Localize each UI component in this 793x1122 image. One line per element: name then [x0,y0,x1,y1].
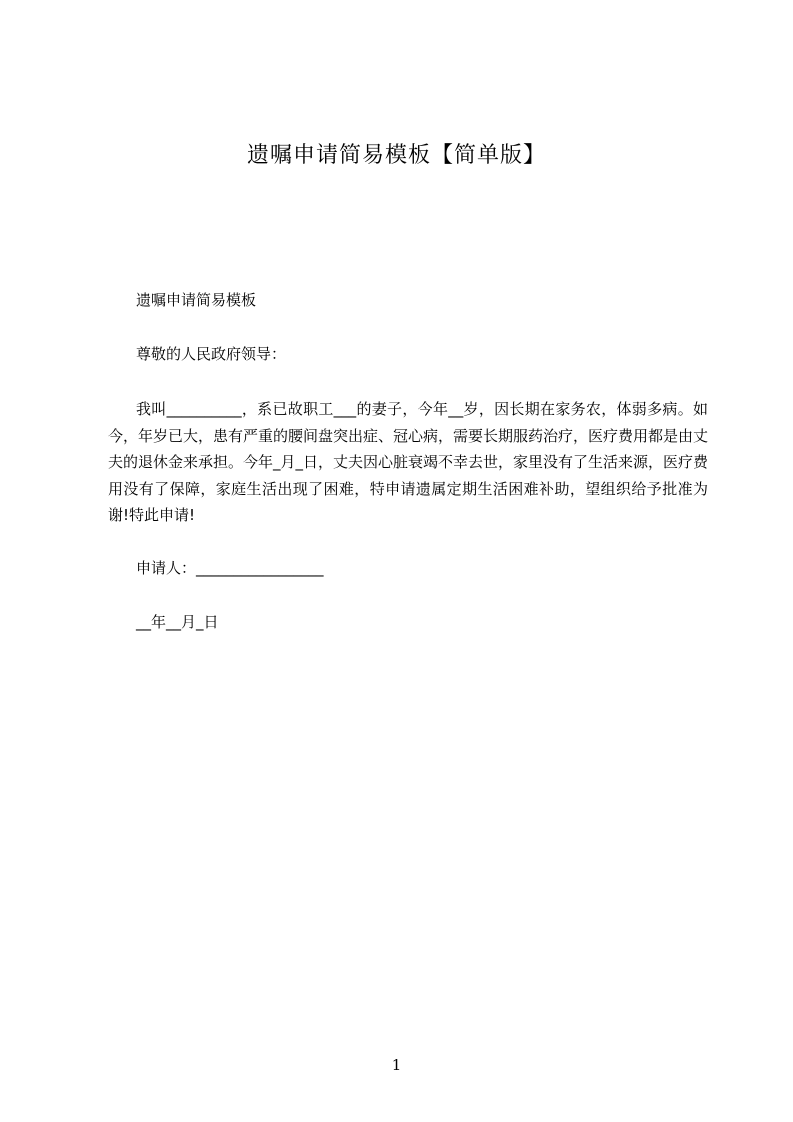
body-paragraph: 我叫__________，系已故职工___的妻子，今年__岁，因长期在家务农，体弱多病。如今，年岁已大，患有严重的腰间盘突出症、冠心病，需要长期服药治疗，医疗费用都是由丈夫的退休金来承担。今年_月_日，丈夫因心脏衰竭不幸去世，家里没有了生活来源，医疗费用没有了保障，家庭生活出现了困难，特申请遗属定期生活困难补助，望组织给予批准为谢!特此申请! [108,400,709,524]
document-subtitle: 遗嘱申请简易模板 [136,291,257,309]
page-number: 1 [391,1056,402,1074]
document-body [108,288,708,634]
date-line: __年__月_日 [136,612,219,631]
salutation: 尊敬的人民政府领导： [136,345,287,363]
applicant-line: 申请人：_________________ [136,558,324,577]
document-title: 遗嘱申请简易模板【简单版】 [246,143,546,168]
